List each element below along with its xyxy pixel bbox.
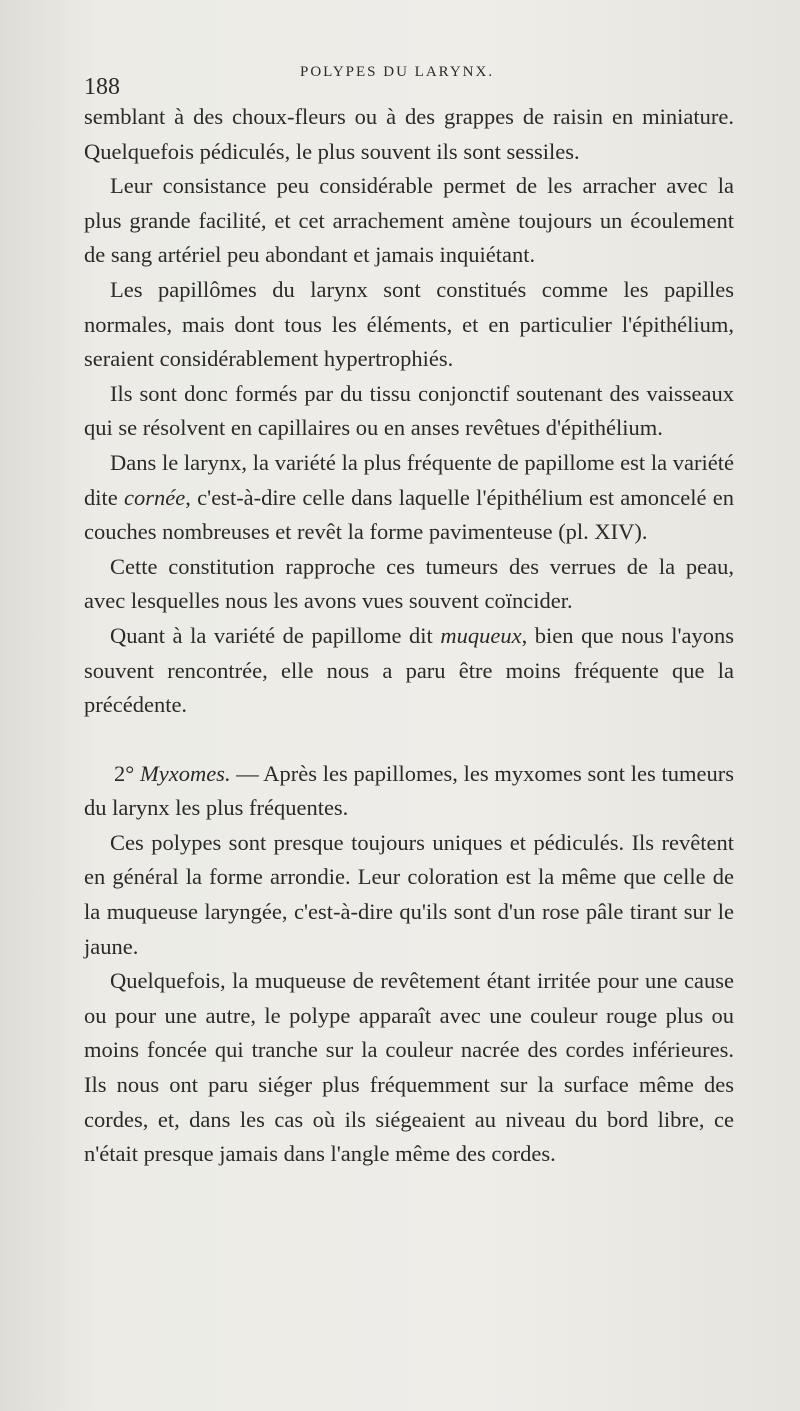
paragraph-7-text-a: Quant à la variété de papillome dit [110,622,441,648]
paragraph-5-emphasis: cornée [124,484,186,510]
running-title: POLYPES DU LARYNX. [300,64,495,80]
paragraph-7 [84,619,734,723]
paragraph-7-emphasis: muqueux [440,622,522,648]
paragraph-7-text-b: , bien que nous l'ayons souvent rencontrée, elle nous a paru être moins fréquente que la précédente. [84,622,734,718]
section-myxomes [84,757,734,826]
section-title: Myxomes. [139,760,231,786]
section-number: 2° [114,760,135,786]
paragraph-2: Leur consistance peu considérable permet de les arracher avec la plus grande facilité, et cet arrachement amène toujours un écoulement de sang artériel peu abondant et jamais inquiétant. [84,173,734,268]
page-number: 188 [84,74,120,100]
paragraph-4: Ils sont donc formés par du tissu conjonctif soutenant des vaisseaux qui se résolvent en capillaires ou en anses revêtues d'épithélium. [84,380,734,441]
paragraph-5 [84,446,734,550]
paragraph-6: Cette constitution rapproche ces tumeurs des verrues de la peau, avec lesquelles nous les avons vues souvent coïncider. [84,553,734,614]
section-text: — Après les papillomes, les myxomes sont les tumeurs du larynx les plus fréquentes. [84,760,734,821]
page-header [80,58,730,98]
paragraph-3: Les papillômes du larynx sont constitués comme les papilles normales, mais dont tous les éléments, et en particulier l'épithélium, seraient considérablement hypertrophiés. [84,276,734,372]
paragraph-5-text-a: Dans le larynx, la variété la plus fréquente de papillome est la variété dite [84,449,734,510]
paragraph-10: Quelquefois, la muqueuse de revêtement étant irritée pour une cause ou pour une autre, le polype apparaît avec une couleur rouge plus ou moins foncée qui tranche sur la couleur nacrée des cordes inférieures. Ils nous ont paru siéger plus fréquemment sur la surface même des cordes, et, dans les cas où ils siégeaient au niveau du bord libre, ce n'était presque jamais dans l'angle même des cordes. [84,968,734,1167]
page-body [84,100,734,1172]
paragraph-5-text-b: , c'est-à-dire celle dans laquelle l'épithélium est amoncelé en couches nombreuses et revêt la forme pavimenteuse (pl. XIV). [84,484,734,545]
paragraph-9: Ces polypes sont presque toujours uniques et pédiculés. Ils revêtent en général la forme arrondie. Leur coloration est la même que celle de la muqueuse laryngée, c'est-à-dire qu'ils sont d'un rose pâle tirant sur le jaune. [84,829,734,959]
paragraph-1: semblant à des choux-fleurs ou à des grappes de raisin en miniature. Quelquefois pédiculés, le plus souvent ils sont sessiles. [84,104,734,164]
